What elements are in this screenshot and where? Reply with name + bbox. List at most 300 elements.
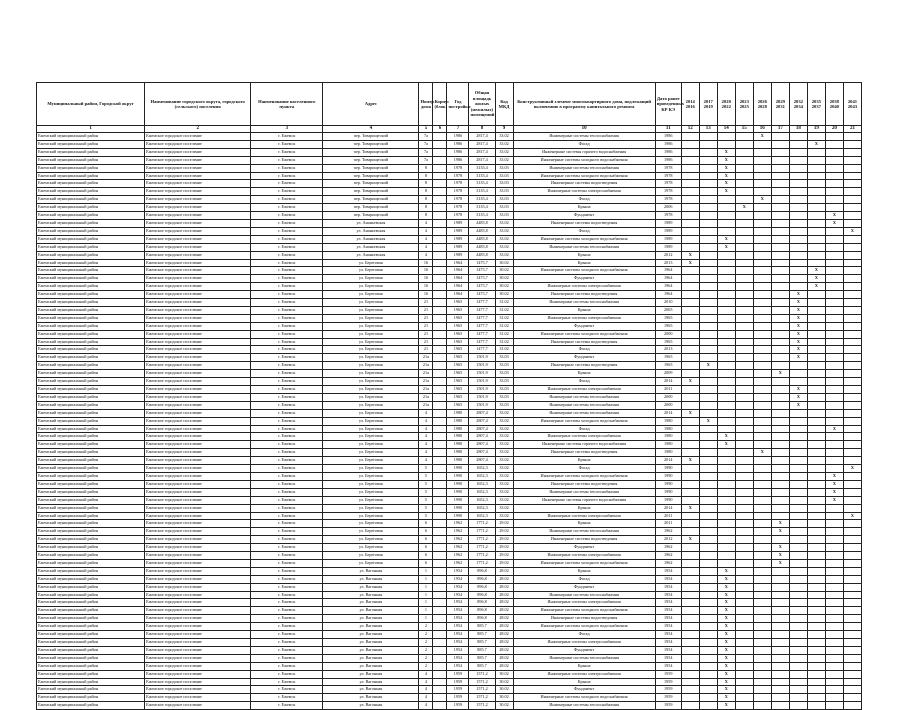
period-mark-cell	[807, 646, 825, 654]
table-cell: Ежемский муниципальный район	[37, 299, 145, 307]
table-cell: 1501,9	[469, 378, 495, 386]
table-cell: Ежемское городское поселение	[145, 212, 251, 220]
period-mark-cell	[735, 386, 753, 394]
period-mark-cell	[843, 488, 861, 496]
period-mark-cell	[825, 235, 843, 243]
table-cell	[433, 172, 447, 180]
period-mark-cell	[807, 219, 825, 227]
period-mark-cell	[699, 378, 717, 386]
column-number: 10	[513, 126, 655, 133]
table-cell: г. Ежемск	[251, 346, 323, 354]
table-cell: 33.03	[495, 393, 513, 401]
table-cell: ул. Береговая	[323, 480, 419, 488]
period-mark-cell	[699, 227, 717, 235]
period-mark-cell	[735, 133, 753, 141]
period-mark-cell	[825, 528, 843, 536]
table-cell: Ежемское городское поселение	[145, 465, 251, 473]
table-cell: 6	[419, 528, 433, 536]
period-mark-cell	[843, 156, 861, 164]
period-mark-cell	[735, 496, 753, 504]
period-mark-cell	[843, 639, 861, 647]
period-mark-cell	[825, 164, 843, 172]
period-mark-cell	[825, 172, 843, 180]
period-mark-cell	[807, 188, 825, 196]
table-cell: 1771,2	[469, 552, 495, 560]
table-cell: 29.02	[495, 552, 513, 560]
table-cell: г. Ежемск	[251, 599, 323, 607]
period-mark-cell	[699, 678, 717, 686]
period-mark-cell	[807, 504, 825, 512]
period-mark-cell	[771, 567, 789, 575]
table-cell: 21а	[419, 378, 433, 386]
period-mark-cell	[789, 204, 807, 212]
table-cell: Ежемское городское поселение	[145, 623, 251, 631]
period-mark-cell	[843, 433, 861, 441]
table-cell	[433, 528, 447, 536]
table-cell	[433, 306, 447, 314]
table-cell: г. Ежемск	[251, 235, 323, 243]
table-cell: пер. Товарищеский	[323, 180, 419, 188]
period-mark-cell	[681, 631, 699, 639]
period-mark-cell	[753, 512, 771, 520]
table-cell: г. Ежемск	[251, 338, 323, 346]
table-row	[37, 354, 862, 362]
table-cell: 2013	[655, 346, 681, 354]
table-cell: Инженерные системы водоотведения	[513, 449, 655, 457]
period-mark-cell: X	[825, 472, 843, 480]
period-mark-cell	[789, 623, 807, 631]
table-cell: 30.02	[495, 678, 513, 686]
period-mark-cell	[735, 583, 753, 591]
period-mark-cell	[771, 488, 789, 496]
table-cell: 30.02	[495, 267, 513, 275]
table-cell	[433, 393, 447, 401]
period-mark-cell	[825, 441, 843, 449]
period-mark-cell	[825, 536, 843, 544]
table-cell: 1954	[655, 591, 681, 599]
table-row	[37, 306, 862, 314]
table-cell	[433, 488, 447, 496]
period-mark-cell	[843, 330, 861, 338]
period-mark-cell	[681, 133, 699, 141]
table-cell	[433, 607, 447, 615]
period-mark-cell	[735, 164, 753, 172]
table-cell: ул. Береговая	[323, 338, 419, 346]
table-cell: 885,7	[469, 631, 495, 639]
table-cell: 1980	[447, 409, 469, 417]
period-mark-cell	[753, 646, 771, 654]
table-cell: 16	[419, 267, 433, 275]
table-cell: 33.03	[495, 164, 513, 172]
period-mark-cell	[717, 528, 735, 536]
header-row	[37, 83, 862, 126]
table-cell: 1	[419, 567, 433, 575]
table-cell: г. Ежемск	[251, 654, 323, 662]
table-cell	[433, 670, 447, 678]
period-mark-cell	[825, 354, 843, 362]
table-cell: ул. Ананьевская	[323, 219, 419, 227]
period-mark-cell	[843, 417, 861, 425]
period-mark-cell	[681, 354, 699, 362]
period-mark-cell	[789, 156, 807, 164]
period-mark-cell: X	[807, 283, 825, 291]
table-row	[37, 172, 862, 180]
table-row	[37, 575, 862, 583]
column-number: 19	[807, 126, 825, 133]
period-mark-cell	[771, 164, 789, 172]
period-mark-cell	[807, 449, 825, 457]
table-cell	[433, 615, 447, 623]
table-cell: 4485,8	[469, 219, 495, 227]
period-mark-cell	[753, 654, 771, 662]
period-mark-cell	[789, 172, 807, 180]
table-cell: 1962	[655, 552, 681, 560]
period-mark-cell	[717, 386, 735, 394]
table-cell: 4485,8	[469, 251, 495, 259]
period-mark-cell	[717, 362, 735, 370]
table-cell: 885,7	[469, 623, 495, 631]
period-mark-cell: X	[717, 441, 735, 449]
table-cell: 4	[419, 433, 433, 441]
table-cell: Ежемское городское поселение	[145, 583, 251, 591]
table-cell: 1986	[655, 133, 681, 141]
period-mark-cell	[699, 306, 717, 314]
table-cell: Ежемский муниципальный район	[37, 670, 145, 678]
table-cell: г. Ежемск	[251, 243, 323, 251]
period-mark-cell	[681, 441, 699, 449]
table-cell	[433, 267, 447, 275]
period-mark-cell	[699, 544, 717, 552]
period-mark-cell	[771, 322, 789, 330]
table-cell: Ежемский муниципальный район	[37, 512, 145, 520]
period-mark-cell	[699, 504, 717, 512]
table-cell: ул. Вагонная	[323, 583, 419, 591]
table-cell: г. Ежемск	[251, 283, 323, 291]
period-mark-cell: X	[789, 354, 807, 362]
table-cell: 28.02	[495, 662, 513, 670]
period-mark-cell	[717, 425, 735, 433]
period-mark-cell	[825, 259, 843, 267]
period-mark-cell	[681, 243, 699, 251]
table-cell: г. Ежемск	[251, 686, 323, 694]
table-cell: пер. Товарищеский	[323, 156, 419, 164]
table-cell: 1954	[447, 575, 469, 583]
table-cell: 1989	[447, 227, 469, 235]
period-mark-cell	[681, 227, 699, 235]
period-mark-cell	[753, 148, 771, 156]
table-cell: 3135,4	[469, 196, 495, 204]
table-cell: 2817,4	[469, 140, 495, 148]
table-cell: ул. Береговая	[323, 267, 419, 275]
period-mark-cell	[681, 639, 699, 647]
period-mark-cell	[753, 204, 771, 212]
period-mark-cell	[789, 480, 807, 488]
table-cell: 6	[419, 536, 433, 544]
table-cell: 1477,7	[469, 346, 495, 354]
table-cell: г. Ежемск	[251, 354, 323, 362]
period-mark-cell	[807, 393, 825, 401]
table-cell: г. Ежемск	[251, 180, 323, 188]
table-cell: Ежемское городское поселение	[145, 670, 251, 678]
period-mark-cell	[753, 583, 771, 591]
period-mark-cell	[789, 670, 807, 678]
table-cell: 30.02	[495, 291, 513, 299]
table-cell: Ежемский муниципальный район	[37, 354, 145, 362]
table-cell: 1954	[447, 662, 469, 670]
table-cell: 2012	[655, 251, 681, 259]
period-mark-cell: X	[807, 267, 825, 275]
period-mark-cell	[753, 702, 771, 710]
table-cell: Ежемское городское поселение	[145, 654, 251, 662]
table-cell: 28.02	[495, 615, 513, 623]
table-row	[37, 219, 862, 227]
table-cell	[433, 275, 447, 283]
table-cell: 1986	[447, 148, 469, 156]
period-mark-cell	[789, 528, 807, 536]
table-cell: Ежемский муниципальный район	[37, 599, 145, 607]
period-mark-cell	[789, 133, 807, 141]
table-cell: 1964	[655, 291, 681, 299]
table-cell: Ежемский муниципальный район	[37, 196, 145, 204]
table-cell: Фасад	[513, 465, 655, 473]
period-mark-cell	[717, 544, 735, 552]
period-mark-cell	[699, 425, 717, 433]
table-cell: ул. Вагонная	[323, 567, 419, 575]
period-mark-cell	[789, 378, 807, 386]
period-mark-cell	[735, 401, 753, 409]
table-cell: 1954	[655, 575, 681, 583]
period-mark-cell	[699, 196, 717, 204]
table-cell: 1990	[655, 472, 681, 480]
table-cell: 33.03	[495, 362, 513, 370]
period-mark-cell	[843, 504, 861, 512]
table-cell: г. Ежемск	[251, 227, 323, 235]
period-mark-cell	[681, 465, 699, 473]
period-mark-cell	[699, 148, 717, 156]
table-cell: 6	[419, 520, 433, 528]
period-mark-cell	[807, 346, 825, 354]
period-mark-cell	[699, 528, 717, 536]
table-cell: 28.02	[495, 639, 513, 647]
period-mark-cell: X	[717, 615, 735, 623]
period-mark-cell	[771, 631, 789, 639]
period-mark-cell	[807, 204, 825, 212]
period-mark-cell	[753, 480, 771, 488]
table-cell: Крыша	[513, 662, 655, 670]
period-mark-cell	[753, 283, 771, 291]
period-mark-cell: X	[789, 401, 807, 409]
table-cell: Ежемское городское поселение	[145, 607, 251, 615]
period-mark-cell	[717, 267, 735, 275]
period-mark-cell	[699, 536, 717, 544]
table-cell: 1990	[447, 480, 469, 488]
table-row	[37, 314, 862, 322]
period-mark-cell	[771, 409, 789, 417]
period-mark-cell	[753, 362, 771, 370]
period-mark-cell	[843, 401, 861, 409]
table-cell: Инженерные системы теплоснабжения	[513, 243, 655, 251]
table-cell: Инженерные системы холодного водоснабжения	[513, 267, 655, 275]
period-mark-cell	[735, 623, 753, 631]
period-mark-cell	[699, 496, 717, 504]
table-cell: Ежемское городское поселение	[145, 591, 251, 599]
table-cell: ул. Береговая	[323, 536, 419, 544]
table-cell: 8	[419, 188, 433, 196]
table-cell: 33.02	[495, 251, 513, 259]
table-cell: 1954	[447, 607, 469, 615]
table-cell: 1959	[447, 694, 469, 702]
table-cell	[433, 575, 447, 583]
period-mark-cell	[699, 156, 717, 164]
table-cell: ул. Береговая	[323, 283, 419, 291]
table-cell: г. Ежемск	[251, 457, 323, 465]
period-mark-cell: X	[753, 196, 771, 204]
period-mark-cell: X	[717, 188, 735, 196]
column-header: Наименование населенного пункта	[251, 83, 323, 126]
table-cell: 1954	[447, 623, 469, 631]
period-mark-cell	[771, 583, 789, 591]
table-cell	[433, 156, 447, 164]
table-row	[37, 512, 862, 520]
table-row	[37, 504, 862, 512]
table-row	[37, 204, 862, 212]
table-cell	[433, 639, 447, 647]
table-cell: Инженерные системы теплоснабжения	[513, 164, 655, 172]
table-cell: 1954	[655, 631, 681, 639]
period-mark-cell: X	[789, 314, 807, 322]
table-cell: Инженерные системы электроснабжения	[513, 188, 655, 196]
period-mark-cell	[753, 504, 771, 512]
table-cell	[433, 702, 447, 710]
table-cell: 2	[419, 662, 433, 670]
table-cell: 5	[419, 472, 433, 480]
period-mark-cell	[717, 520, 735, 528]
table-cell: ул. Береговая	[323, 488, 419, 496]
table-cell	[433, 314, 447, 322]
column-number: 14	[717, 126, 735, 133]
table-cell: 1954	[655, 583, 681, 591]
table-cell	[433, 425, 447, 433]
table-cell: 4485,8	[469, 227, 495, 235]
table-row	[37, 243, 862, 251]
period-mark-cell	[807, 401, 825, 409]
period-mark-cell	[699, 457, 717, 465]
table-cell	[433, 472, 447, 480]
table-cell: 21а	[419, 401, 433, 409]
period-mark-cell	[771, 670, 789, 678]
table-cell: 4	[419, 686, 433, 694]
table-cell: 16	[419, 275, 433, 283]
table-row	[37, 457, 862, 465]
period-mark-cell	[753, 172, 771, 180]
period-mark-cell	[771, 615, 789, 623]
table-cell: Ежемский муниципальный район	[37, 227, 145, 235]
period-mark-cell	[771, 654, 789, 662]
table-row	[37, 599, 862, 607]
period-mark-cell	[825, 322, 843, 330]
table-row	[37, 583, 862, 591]
table-cell: 2006	[655, 204, 681, 212]
table-cell: Ежемское городское поселение	[145, 678, 251, 686]
period-mark-cell	[735, 291, 753, 299]
table-row	[37, 441, 862, 449]
table-cell: г. Ежемск	[251, 528, 323, 536]
table-cell: Инженерные системы электроснабжения	[513, 283, 655, 291]
period-mark-cell	[753, 417, 771, 425]
period-mark-cell	[843, 299, 861, 307]
table-row	[37, 559, 862, 567]
period-mark-cell	[825, 694, 843, 702]
table-cell: 1652,3	[469, 504, 495, 512]
table-row	[37, 472, 862, 480]
period-mark-cell	[699, 219, 717, 227]
period-mark-cell	[735, 686, 753, 694]
period-mark-cell: X	[789, 322, 807, 330]
period-mark-cell	[771, 212, 789, 220]
table-cell: 2010	[655, 299, 681, 307]
table-cell: 1980	[655, 425, 681, 433]
period-mark-cell	[843, 386, 861, 394]
table-cell: Ежемское городское поселение	[145, 188, 251, 196]
table-cell: г. Ежемск	[251, 678, 323, 686]
period-mark-cell	[843, 346, 861, 354]
period-mark-cell	[825, 433, 843, 441]
table-cell: Фасад	[513, 140, 655, 148]
table-cell: 1990	[447, 512, 469, 520]
period-mark-cell	[699, 433, 717, 441]
table-cell: г. Ежемск	[251, 370, 323, 378]
table-cell: ул. Береговая	[323, 306, 419, 314]
table-cell: 1990	[447, 504, 469, 512]
table-cell: 2807,4	[469, 449, 495, 457]
period-mark-cell	[717, 504, 735, 512]
period-mark-cell	[843, 133, 861, 141]
table-cell: 1989	[655, 219, 681, 227]
period-mark-cell	[843, 472, 861, 480]
period-mark-cell: X	[717, 172, 735, 180]
period-mark-cell	[753, 243, 771, 251]
table-cell: Ежемское городское поселение	[145, 528, 251, 536]
period-mark-cell	[825, 449, 843, 457]
period-mark-cell	[735, 607, 753, 615]
table-cell: Ежемское городское поселение	[145, 536, 251, 544]
period-mark-cell	[843, 140, 861, 148]
period-mark-cell	[807, 409, 825, 417]
table-cell: г. Ежемск	[251, 536, 323, 544]
table-cell: 30.02	[495, 259, 513, 267]
table-cell: ул. Ананьевская	[323, 235, 419, 243]
table-cell: Ежемское городское поселение	[145, 409, 251, 417]
period-mark-cell: X	[717, 654, 735, 662]
table-cell: Инженерные системы теплоснабжения	[513, 401, 655, 409]
period-mark-cell	[789, 251, 807, 259]
table-cell: Ежемское городское поселение	[145, 354, 251, 362]
period-mark-cell	[771, 275, 789, 283]
period-mark-cell	[771, 267, 789, 275]
period-mark-cell	[699, 575, 717, 583]
period-mark-cell	[771, 591, 789, 599]
table-cell: Ежемский муниципальный район	[37, 678, 145, 686]
table-cell: 1954	[655, 599, 681, 607]
table-cell: 1	[419, 583, 433, 591]
table-cell: 1954	[655, 639, 681, 647]
table-cell: Ежемский муниципальный район	[37, 686, 145, 694]
table-cell: Крыша	[513, 251, 655, 259]
period-mark-cell	[843, 670, 861, 678]
table-cell: Ежемский муниципальный район	[37, 575, 145, 583]
capital-repair-table-page	[36, 82, 862, 710]
period-mark-cell	[681, 670, 699, 678]
